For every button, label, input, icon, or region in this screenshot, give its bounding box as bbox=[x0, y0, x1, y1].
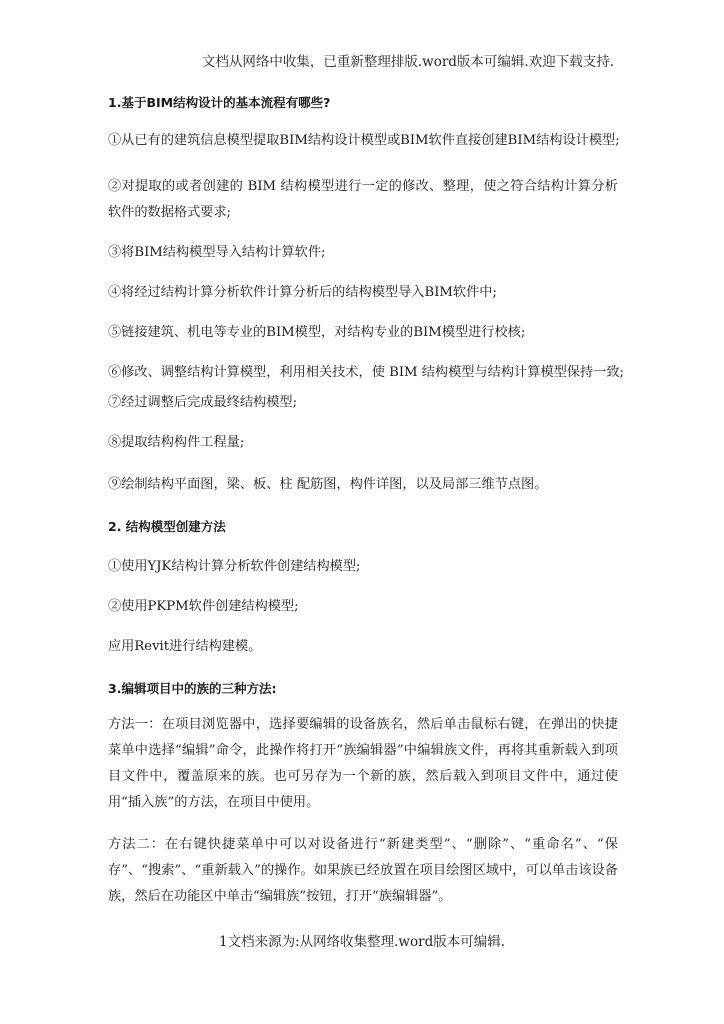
step-1: ①从已有的建筑信息模型提取BIM结构设计模型或BIM软件直接创建BIM结构设计模型; bbox=[108, 133, 620, 148]
section-2-title: 2. 结构模型创建方法 bbox=[108, 519, 226, 534]
step-9: ⑨绘制结构平面图，梁、板、柱 配筋图，构件详图，以及局部三维节点图。 bbox=[108, 477, 548, 492]
step-7: ⑦经过调整后完成最终结构模型; bbox=[108, 395, 298, 410]
family-edit-method-1: 方法一：在项目浏览器中，选择要编辑的设备族名，然后单击鼠标右键，在弹出的快捷菜单中选择“编辑”命令，此操作将打开“族编辑器”中编辑族文件，再将其重新载入到项目文件中，覆盖原来的族。也可另存为一个新的族，然后载入到项目文件中，通过使用“插入族”的方法，在项目中使用。 bbox=[108, 717, 618, 810]
family-edit-method-2: 方法二：在右键快捷菜单中可以对设备进行“新建类型”、“删除”、“重命名”、“保存”、“搜索”、“重新载入”的操作。如果族已经放置在项目绘图区域中，可以单击该设备族，然后在功能区中单击“编辑族”按钮，打开“族编辑器”。 bbox=[108, 837, 618, 904]
method-yjk: ①使用YJK结构计算分析软件创建结构模型; bbox=[108, 559, 361, 574]
step-4: ④将经过结构计算分析软件计算分析后的结构模型导入BIM软件中; bbox=[108, 285, 497, 300]
method-pkpm: ②使用PKPM软件创建结构模型; bbox=[108, 599, 299, 614]
section-1-title: 1.基于BIM结构设计的基本流程有哪些? bbox=[108, 95, 331, 110]
method-revit: 应用Revit进行结构建模。 bbox=[108, 639, 262, 654]
section-3-title: 3.编辑项目中的族的三种方法: bbox=[108, 681, 277, 696]
step-6: ⑥修改、调整结构计算模型，利用相关技术，使 BIM 结构模型与结构计算模型保持一致; bbox=[108, 365, 624, 380]
step-3: ③将BIM结构模型导入结构计算软件; bbox=[108, 245, 326, 260]
step-8: ⑧提取结构构件工程量; bbox=[108, 435, 245, 450]
step-5: ⑤链接建筑、机电等专业的BIM模型，对结构专业的BIM模型进行校核; bbox=[108, 325, 526, 340]
page-header: 文档从网络中收集，已重新整理排版.word版本可编辑.欢迎下载支持. bbox=[201, 54, 614, 70]
step-2: ②对提取的或者创建的 BIM 结构模型进行一定的修改、整理，使之符合结构计算分析软件的数据格式要求; bbox=[108, 179, 618, 220]
page-footer: 1文档来源为:从网络收集整理.word版本可编辑. bbox=[219, 934, 505, 950]
